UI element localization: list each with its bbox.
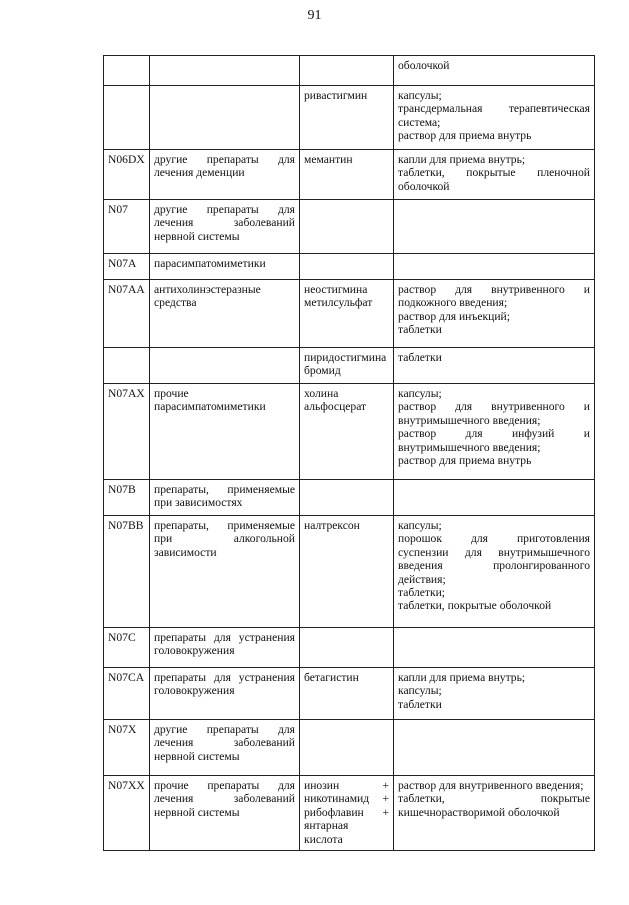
inn-cell	[300, 254, 394, 280]
group-name-cell: прочие парасимпатомиметики	[150, 384, 300, 480]
atc-code-cell: N07BB	[104, 516, 150, 628]
group-name-cell: препараты, применяемые при алкогольной зависимости	[150, 516, 300, 628]
inn-cell: холина альфосцерат	[300, 384, 394, 480]
dosage-form-cell	[394, 480, 595, 516]
atc-code-cell	[104, 348, 150, 384]
table-row	[104, 150, 595, 200]
group-name-cell: прочие препараты для лечения заболеваний нервной системы	[150, 776, 300, 851]
combo-component: рибофлавин	[304, 805, 364, 819]
table-row	[104, 720, 595, 776]
atc-code-cell: N07AX	[104, 384, 150, 480]
dosage-form-cell: капли для приема внутрь; таблетки, покрытые пленочной оболочкой	[394, 150, 595, 200]
page-number: 91	[307, 8, 322, 23]
inn-cell	[300, 776, 394, 851]
group-name-cell: антихолинэстеразные средства	[150, 280, 300, 348]
table-row	[104, 776, 595, 851]
dosage-form-cell: таблетки	[394, 348, 595, 384]
table-row	[104, 384, 595, 480]
table-row	[104, 254, 595, 280]
table-row	[104, 280, 595, 348]
inn-cell	[300, 628, 394, 668]
inn-cell: ривастигмин	[300, 86, 394, 150]
table-row	[104, 86, 595, 150]
group-name-cell	[150, 86, 300, 150]
group-name-cell: другие препараты для лечения заболеваний нервной системы	[150, 720, 300, 776]
group-name-cell: другие препараты для лечения заболеваний нервной системы	[150, 200, 300, 254]
atc-code-cell	[104, 86, 150, 150]
group-name-cell	[150, 56, 300, 86]
atc-code-cell: N07X	[104, 720, 150, 776]
inn-cell: налтрексон	[300, 516, 394, 628]
atc-code-cell: N06DX	[104, 150, 150, 200]
group-name-cell: другие препараты для лечения деменции	[150, 150, 300, 200]
combo-plus: +	[382, 792, 389, 806]
atc-code-cell: N07AA	[104, 280, 150, 348]
group-name-cell: препараты для устранения головокружения	[150, 668, 300, 720]
atc-code-cell: N07	[104, 200, 150, 254]
atc-code-cell: N07A	[104, 254, 150, 280]
group-name-cell: препараты, применяемые при зависимостях	[150, 480, 300, 516]
inn-cell	[300, 200, 394, 254]
atc-code-cell: N07B	[104, 480, 150, 516]
dosage-form-cell	[394, 200, 595, 254]
dosage-form-cell: капли для приема внутрь; капсулы; таблетки	[394, 668, 595, 720]
combo-component: инозин	[304, 779, 340, 792]
dosage-form-cell: раствор для внутривенного введения; таблетки, покрытые кишечнорастворимой оболочкой	[394, 776, 595, 851]
inn-cell: бетагистин	[300, 668, 394, 720]
dosage-form-cell: оболочкой	[394, 56, 595, 86]
combo-plus: +	[382, 805, 389, 819]
combo-component: никотинамид	[304, 792, 370, 806]
dosage-form-cell	[394, 720, 595, 776]
group-name-cell	[150, 348, 300, 384]
atc-code-cell	[104, 56, 150, 86]
combo-plus: +	[382, 779, 389, 792]
group-name-cell: парасимпатомиметики	[150, 254, 300, 280]
dosage-form-cell	[394, 628, 595, 668]
table-row	[104, 668, 595, 720]
inn-cell: пиридостигмина бромид	[300, 348, 394, 384]
combo-component: янтарная кислота	[304, 819, 349, 846]
atc-code-cell: N07CA	[104, 668, 150, 720]
dosage-form-cell	[394, 254, 595, 280]
table-row	[104, 348, 595, 384]
drug-list-table	[103, 55, 595, 851]
table-row	[104, 480, 595, 516]
group-name-cell: препараты для устранения головокружения	[150, 628, 300, 668]
table-row	[104, 200, 595, 254]
dosage-form-cell: капсулы; порошок для приготовления суспензии для внутримышечного введения пролонгированного действия; таблетки; таблетки, покрытые оболочкой	[394, 516, 595, 628]
inn-cell: неостигмина метилсульфат	[300, 280, 394, 348]
dosage-form-cell: капсулы; трансдермальная терапевтическая система; раствор для приема внутрь	[394, 86, 595, 150]
dosage-form-cell: капсулы; раствор для внутривенного и внутримышечного введения; раствор для инфузий и внутримышечного введения; раствор для приема внутрь	[394, 384, 595, 480]
inn-cell	[300, 720, 394, 776]
dosage-form-cell: раствор для внутривенного и подкожного введения; раствор для инъекций; таблетки	[394, 280, 595, 348]
table-row	[104, 628, 595, 668]
inn-cell: мемантин	[300, 150, 394, 200]
atc-code-cell: N07XX	[104, 776, 150, 851]
atc-code-cell: N07C	[104, 628, 150, 668]
inn-cell	[300, 480, 394, 516]
table-row	[104, 516, 595, 628]
table-row	[104, 56, 595, 86]
inn-cell	[300, 56, 394, 86]
